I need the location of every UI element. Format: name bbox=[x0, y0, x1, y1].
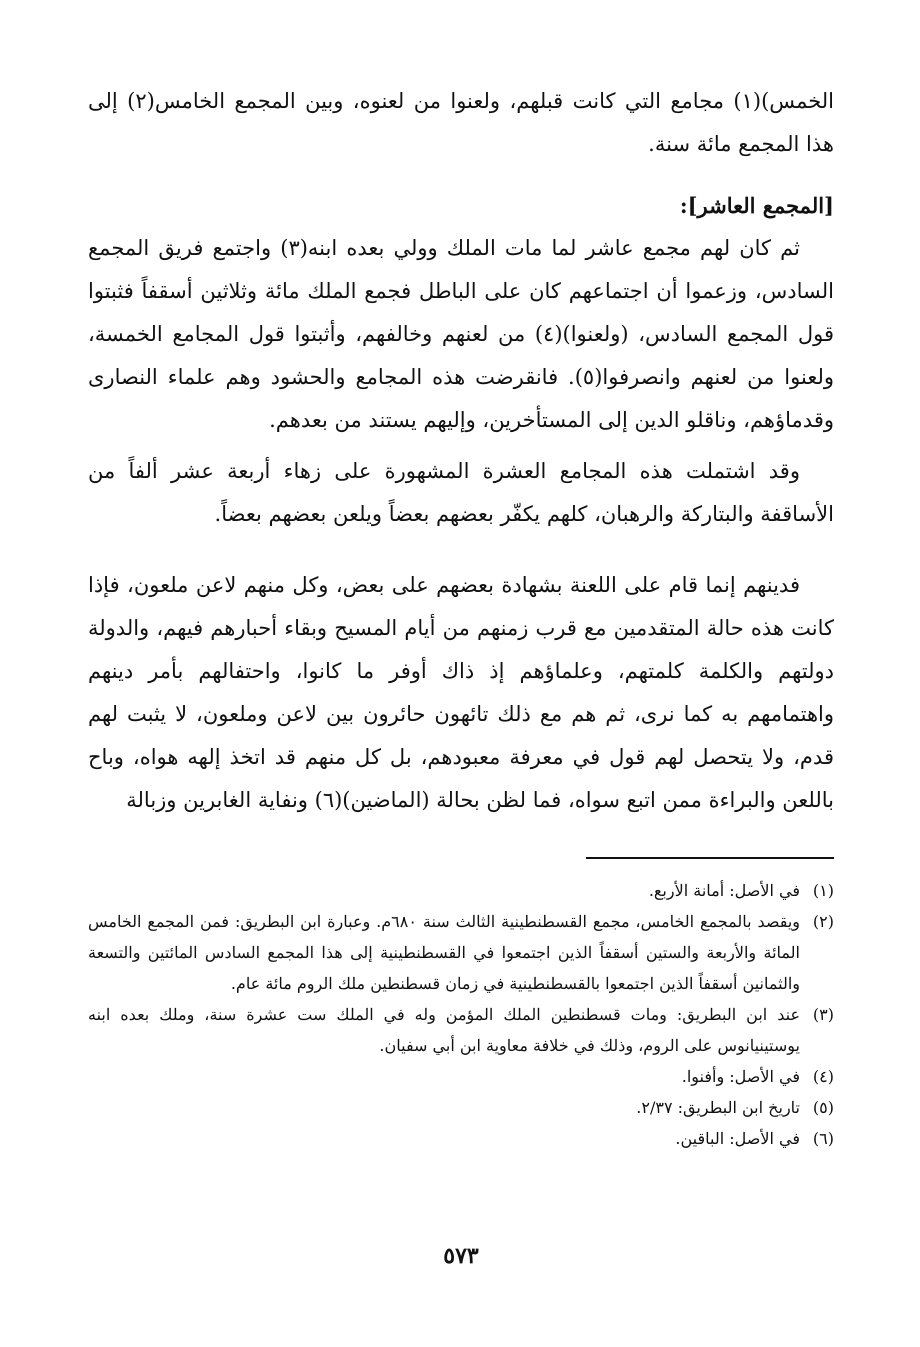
page-number: ٥٧٣ bbox=[443, 1243, 479, 1269]
footnote-number: (٦) bbox=[812, 1129, 834, 1148]
footnote-2 bbox=[88, 906, 834, 999]
footnote-text: ويقصد بالمجمع الخامس، مجمع القسطنطينية الثالث سنة ٦٨٠م. وعبارة ابن البطريق: فمن المجمع الخامس المائة والأربعة والستين أسقفاً الذين اجتمعوا في القسطنطينية إلى هذا المجمع السادس المائتين والتسعة والثمانين أسقفاً الذين اجتمعوا بالقسطنطينية في زمان قسطنطين ملك الروم مائة عام. bbox=[88, 912, 801, 993]
paragraph-3: وقد اشتملت هذه المجامع العشرة المشهورة على زهاء أربعة عشر ألفاً من الأساقفة والبتاركة والرهبان، كلهم يكفّر بعضهم بعضاً ويلعن بعضهم بعضاً. bbox=[88, 459, 834, 526]
footnotes bbox=[88, 875, 834, 1154]
footnote-text: في الأصل: وأفنوا. bbox=[681, 1067, 800, 1086]
footnote-4 bbox=[88, 1061, 834, 1092]
footnote-6 bbox=[88, 1123, 834, 1154]
footnote-1 bbox=[88, 875, 834, 906]
section-heading: [المجمع العاشر]: bbox=[679, 193, 834, 218]
paragraph-2: ثم كان لهم مجمع عاشر لما مات الملك وولي بعده ابنه(٣) واجتمع فريق المجمع السادس، وزعموا أن اجتماعهم كان على الباطل فجمع الملك مائة وثلاثين أسقفاً فثبتوا قول المجمع السادس، (ولعنوا)(٤) من لعنهم وخالفهم، وأثبتوا قول المجامع الخمسة، ولعنوا من لعنهم وانصرفوا(٥). فانقرضت هذه المجامع والحشود وهم علماء النصارى وقدماؤهم، وناقلو الدين إلى المستأخرين، وإليهم يستند من بعدهم. bbox=[88, 236, 834, 432]
footnote-number: (١) bbox=[812, 881, 834, 900]
footnote-divider bbox=[586, 857, 834, 859]
footnote-number: (٢) bbox=[812, 912, 834, 931]
footnote-number: (٥) bbox=[812, 1098, 834, 1117]
paragraph-1: الخمس)(١) مجامع التي كانت قبلهم، ولعنوا من لعنوه، وبين المجمع الخامس(٢) إلى هذا المجمع مائة سنة. bbox=[88, 89, 834, 156]
footnote-number: (٤) bbox=[812, 1067, 834, 1086]
footnote-number: (٣) bbox=[812, 1005, 834, 1024]
footnote-text: في الأصل: أمانة الأربع. bbox=[648, 881, 800, 900]
paragraph-4: فدينهم إنما قام على اللعنة بشهادة بعضهم على بعض، وكل منهم لاعن ملعون، فإذا كانت هذه حالة المتقدمين مع قرب زمنهم من أيام المسيح وبقاء أحبارهم فيهم، والدولة دولتهم والكلمة كلمتهم، وعلماؤهم إذ ذاك أوفر ما كانوا، واحتفالهم بأمر دينهم واهتمامهم به كما نرى، ثم هم مع ذلك تائهون حائرون بين لاعن وملعون، لا يثبت لهم قدم، ولا يتحصل لهم قول في معرفة معبودهم، بل كل منهم قد اتخذ إلهه هواه، وباح باللعن والبراءة ممن اتبع سواه، فما لظن بحالة (الماضين)(٦) ونفاية الغابرين وزبالة bbox=[88, 573, 834, 812]
footnote-5 bbox=[88, 1092, 834, 1123]
footnote-text: في الأصل: الباقين. bbox=[675, 1129, 800, 1148]
page-body bbox=[88, 80, 834, 1347]
footnote-text: عند ابن البطريق: ومات قسطنطين الملك المؤمن وله في الملك ست عشرة سنة، وملك بعده ابنه يوستينيانوس على الروم، وذلك في خلافة معاوية ابن أبي سفيان. bbox=[88, 1005, 800, 1055]
footnote-3 bbox=[88, 999, 834, 1061]
footnote-text: تاريخ ابن البطريق: ٢/٣٧. bbox=[636, 1098, 800, 1117]
